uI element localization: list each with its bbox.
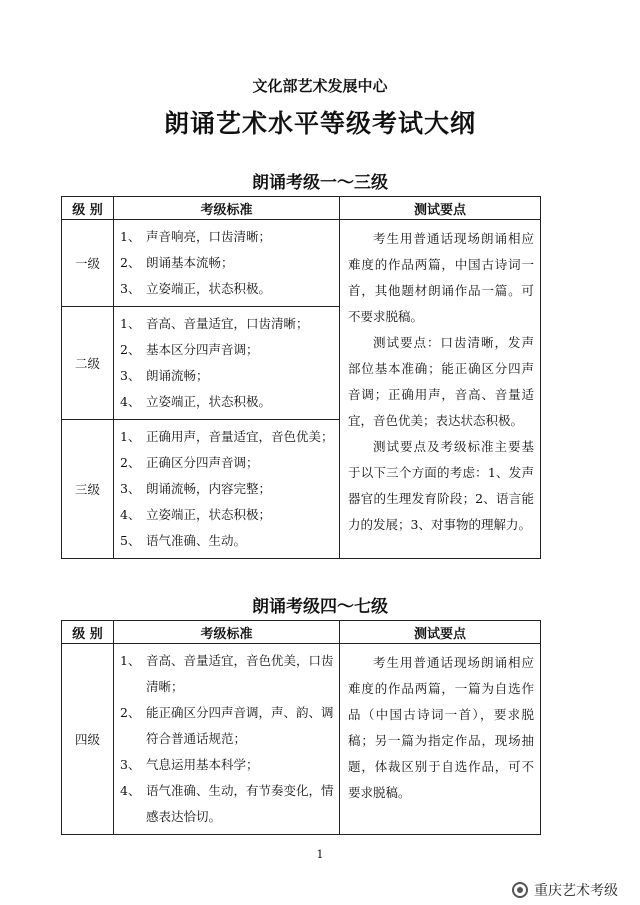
column-header-points: 测试要点: [340, 197, 541, 220]
level-name: 四级: [62, 644, 114, 835]
list-item: [120, 528, 335, 554]
brand-name: 重庆艺术考级: [534, 883, 618, 899]
item-number: 2、: [120, 455, 141, 470]
column-header-points: 测试要点: [340, 621, 541, 644]
item-text: 气息运用基本科学；: [146, 757, 259, 772]
wechat-icon: [512, 882, 528, 898]
item-text: 音高、音量适宜，音色优美，口齿清晰；: [146, 653, 334, 694]
standard-list: [114, 220, 340, 307]
list-item: [120, 450, 335, 476]
points-paragraph: 测试要点及考级标准主要基于以下三个方面的考虑：1、发声器官的生理发育阶段；2、语言能力的发展；3、对事物的理解力。: [348, 439, 534, 532]
outline-table-2: [61, 620, 541, 835]
document-title: 朗诵艺术水平等级考试大纲: [163, 109, 476, 138]
item-number: 3、: [120, 757, 141, 772]
item-text: 基本区分四声音调；: [146, 342, 259, 357]
item-number: 4、: [120, 507, 141, 522]
item-number: 2、: [120, 342, 141, 357]
level-name: 三级: [62, 420, 114, 559]
table-row: [62, 644, 541, 835]
item-text: 能正确区分四声音调，声、韵、调符合普通话规范；: [146, 705, 334, 746]
list-item: [120, 363, 335, 389]
list-item: [120, 311, 335, 337]
item-number: 2、: [120, 255, 141, 270]
item-number: 1、: [120, 229, 141, 244]
list-item: [120, 424, 335, 450]
standard-list: [114, 644, 340, 835]
section-title-2: 朗诵考级四～七级: [252, 597, 388, 617]
item-text: 朗诵流畅；: [146, 368, 209, 383]
list-item: [120, 276, 335, 302]
item-number: 4、: [120, 394, 141, 409]
column-header-standard: 考级标准: [114, 197, 340, 220]
list-item: [120, 752, 335, 778]
list-item: [120, 476, 335, 502]
item-number: 3、: [120, 281, 141, 296]
item-text: 音高、音量适宜，口齿清晰；: [146, 316, 309, 331]
level-name: 二级: [62, 307, 114, 420]
list-item: [120, 224, 335, 250]
list-item: [120, 337, 335, 363]
item-text: 立姿端正，状态积极。: [146, 281, 272, 296]
item-text: 正确区分四声音调；: [146, 455, 259, 470]
column-header-level: 级 别: [62, 197, 114, 220]
item-text: 立姿端正，状态积极。: [146, 394, 272, 409]
list-item: [120, 250, 335, 276]
page-number: 1: [316, 848, 324, 861]
test-points: [340, 644, 541, 835]
points-paragraph: 考生用普通话现场朗诵相应难度的作品两篇，中国古诗词一首，其他题材朗诵作品一篇。可不要求脱稿。: [348, 231, 534, 324]
level-name: 一级: [62, 220, 114, 307]
list-item: [120, 648, 335, 700]
table-header-row: [62, 197, 541, 220]
item-text: 朗诵流畅，内容完整；: [146, 481, 272, 496]
list-item: [120, 389, 335, 415]
column-header-level: 级 别: [62, 621, 114, 644]
item-text: 立姿端正，状态积极；: [146, 507, 272, 522]
standard-list: [114, 420, 340, 559]
standard-list: [114, 307, 340, 420]
item-number: 3、: [120, 368, 141, 383]
item-text: 声音响亮，口齿清晰；: [146, 229, 272, 244]
brand-watermark: [512, 880, 618, 900]
points-paragraph: 测试要点：口齿清晰，发声部位基本准确；能正确区分四声音调；正确用声，音高、音量适宜，音色优美；表达状态积极。: [348, 335, 534, 428]
test-points: [340, 220, 541, 559]
item-number: 1、: [120, 653, 141, 668]
item-text: 语气准确、生动。: [146, 533, 247, 548]
table-row: [62, 220, 541, 307]
item-number: 2、: [120, 705, 141, 720]
outline-table-1: [61, 196, 541, 559]
list-item: [120, 700, 335, 752]
item-text: 语气准确、生动，有节奏变化，情感表达恰切。: [146, 783, 334, 824]
list-item: [120, 778, 335, 830]
item-number: 4、: [120, 783, 141, 798]
org-name: 文化部艺术发展中心: [252, 77, 388, 95]
table-header-row: [62, 621, 541, 644]
item-number: 1、: [120, 429, 141, 444]
item-number: 3、: [120, 481, 141, 496]
item-text: 朗诵基本流畅；: [146, 255, 234, 270]
points-paragraph: 考生用普通话现场朗诵相应难度的作品两篇，一篇为自选作品（中国古诗词一首），要求脱稿；另一篇为指定作品，现场抽题，体裁区别于自选作品，可不要求脱稿。: [348, 655, 534, 800]
list-item: [120, 502, 335, 528]
item-number: 5、: [120, 533, 141, 548]
section-title-1: 朗诵考级一～三级: [252, 173, 388, 193]
column-header-standard: 考级标准: [114, 621, 340, 644]
item-number: 1、: [120, 316, 141, 331]
item-text: 正确用声，音量适宜，音色优美；: [146, 429, 334, 444]
